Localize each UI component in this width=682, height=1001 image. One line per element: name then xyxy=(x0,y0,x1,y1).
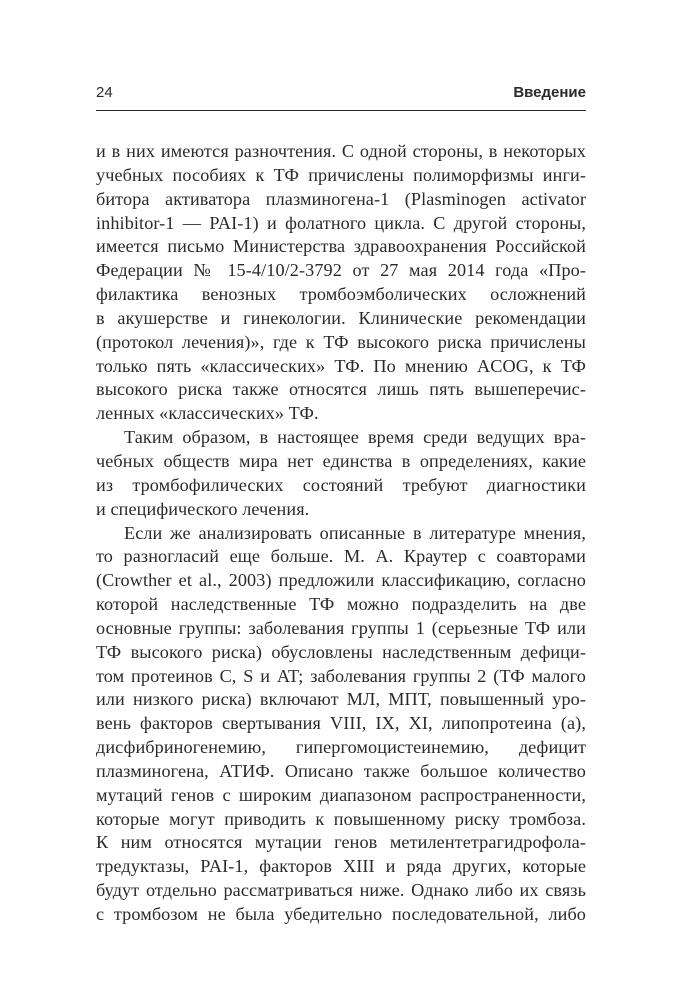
text-line: ленных «классических» ТФ. xyxy=(96,403,319,424)
running-head: Введение xyxy=(513,84,586,101)
text-line: Федерации № 15-4/10/2-3792 от 27 мая 2014 года «Про- xyxy=(96,260,586,281)
text-line: битора активатора плазминогена-1 (Plasminogen activator xyxy=(96,188,586,209)
text-line: чебных обществ мира нет единства в определениях, какие xyxy=(96,450,586,471)
header-rule xyxy=(96,110,586,111)
text-line: основные группы: заболевания группы 1 (серьезные ТФ или xyxy=(96,617,586,638)
text-line: учебных пособиях к ТФ причислены полиморфизмы инги- xyxy=(96,164,586,185)
page-number: 24 xyxy=(96,84,113,101)
text-line: вень факторов свертывания VIII, IX, XI, липопротеина (a), xyxy=(96,713,586,734)
text-line: том протеинов C, S и AT; заболевания группы 2 (ТФ малого xyxy=(96,665,586,686)
text-line: в акушерстве и гинекологии. Клинические рекомендации xyxy=(96,307,586,328)
text-line: (Crowther et al., 2003) предложили классификацию, согласно xyxy=(96,570,586,591)
body-text xyxy=(96,140,586,927)
text-line: то разногласий еще больше. М. А. Краутер с соавторами xyxy=(96,546,586,567)
text-line: мутаций генов с широким диапазоном распространенности, xyxy=(96,784,586,805)
text-line: будут отдельно рассматриваться ниже. Однако либо их связь xyxy=(96,880,586,901)
text-line: из тромбофилических состояний требуют диагностики xyxy=(96,474,586,495)
text-line: К ним относятся мутации генов метилентетрагидрофола- xyxy=(96,832,586,853)
text-line: высокого риска также относятся лишь пять вышеперечис- xyxy=(96,379,586,400)
text-line: Таким образом, в настоящее время среди ведущих вра- xyxy=(124,427,586,448)
text-line: которые могут приводить к повышенному риску тромбоза. xyxy=(96,808,586,829)
text-line: филактика венозных тромбоэмболических осложнений xyxy=(96,284,586,305)
text-line: которой наследственные ТФ можно подразделить на две xyxy=(96,594,586,615)
text-line: ТФ высокого риска) обусловлены наследственным дефици- xyxy=(96,641,586,662)
text-line: Если же анализировать описанные в литературе мнения, xyxy=(124,522,586,543)
text-line: только пять «классических» ТФ. По мнению ACOG, к ТФ xyxy=(96,355,586,376)
page-header xyxy=(96,84,586,110)
text-line: и в них имеются разночтения. С одной стороны, в некоторых xyxy=(96,141,586,161)
text-line: плазминогена, АТИФ. Описано также большое количество xyxy=(96,760,586,781)
text-line: и специфического лечения. xyxy=(96,498,310,519)
text-line: inhibitor-1 — PAI-1) и фолатного цикла. С другой стороны, xyxy=(96,212,586,233)
text-line: (протокол лечения)», где к ТФ высокого риска причислены xyxy=(96,331,586,352)
text-line: дисфибриногенемию, гипергомоцистеинемию, дефицит xyxy=(96,737,586,758)
text-line: с тромбозом не была убедительно последовательной, либо xyxy=(96,904,586,924)
text-line: или низкого риска) включают МЛ, МПТ, повышенный уро- xyxy=(96,689,586,710)
text-line: имеется письмо Министерства здравоохранения Российской xyxy=(96,236,586,257)
text-line: тредуктазы, PAI-1, факторов XIII и ряда других, которые xyxy=(96,856,586,877)
